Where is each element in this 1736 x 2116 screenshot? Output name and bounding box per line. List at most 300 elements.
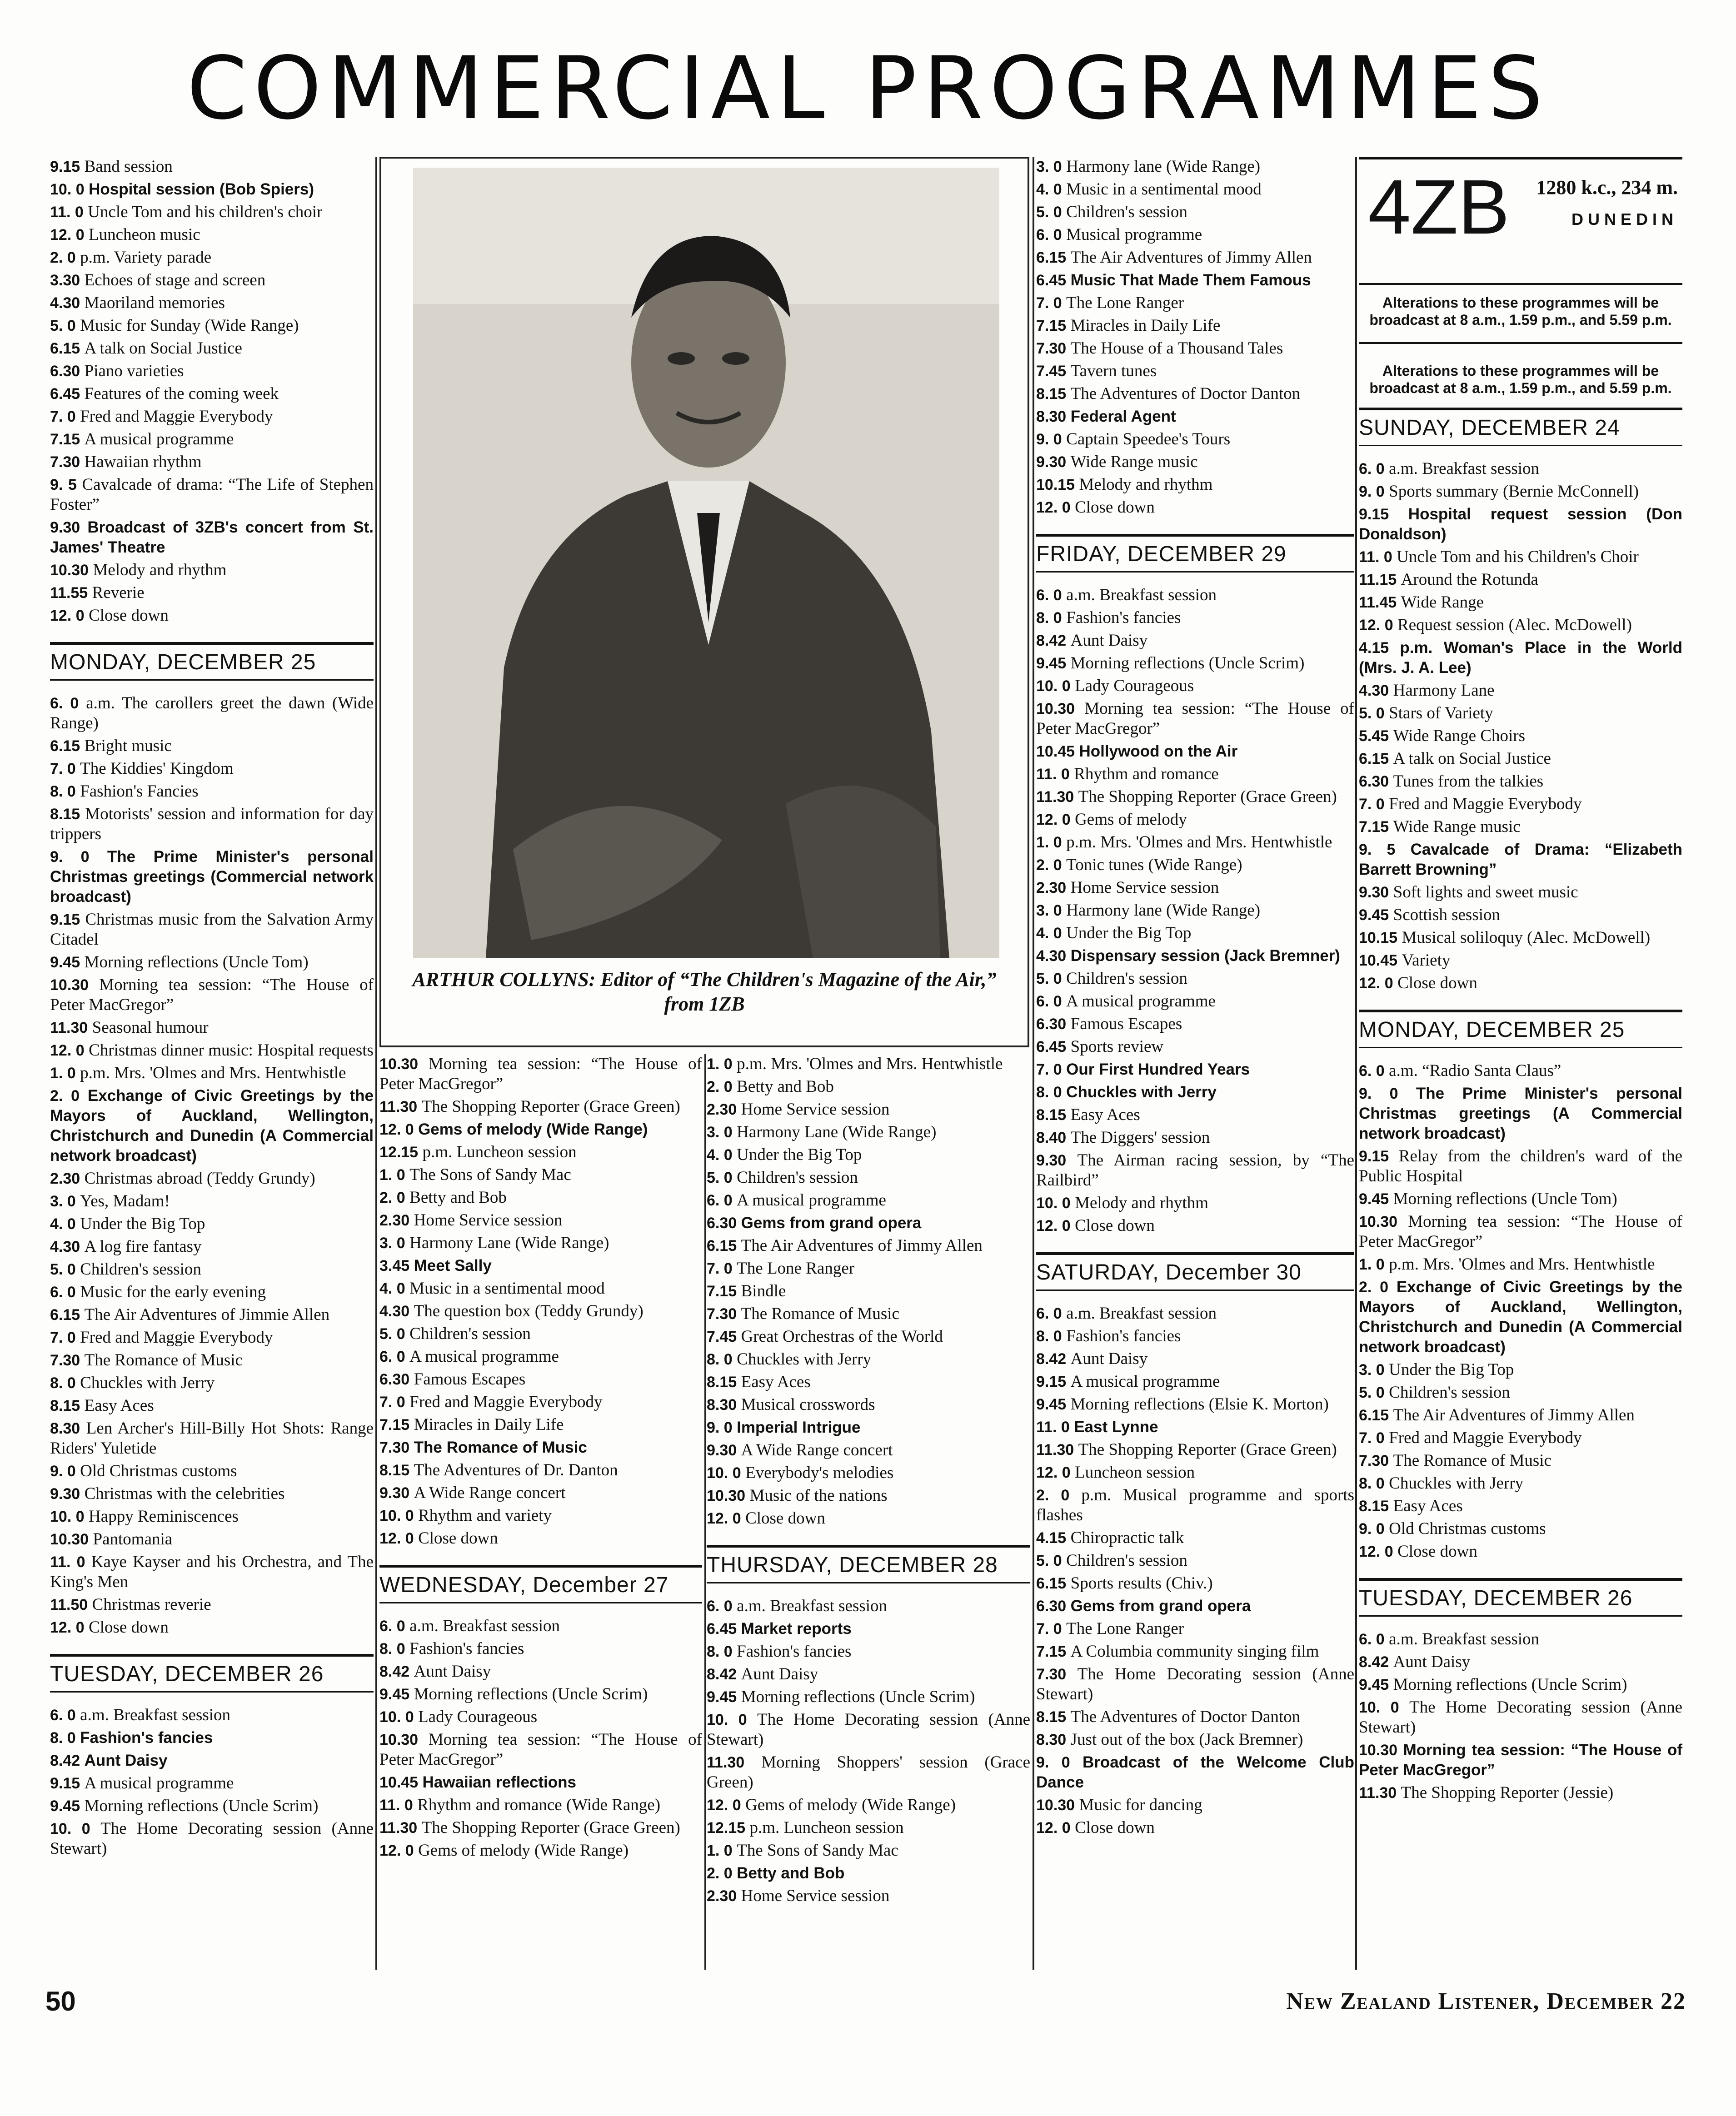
programme-item (1359, 547, 1682, 567)
programme-time: 3. 0 (1036, 158, 1067, 175)
programme-item (379, 1772, 702, 1792)
programme-title: p.m. Woman's Place in the World (Mrs. J. A. Lee) (1359, 639, 1682, 677)
programme-time: 4.30 (379, 1303, 414, 1320)
programme-item (1036, 1304, 1354, 1324)
day-heading: THURSDAY, DECEMBER 28 (707, 1545, 1030, 1583)
programme-time: 7.30 (50, 1352, 85, 1369)
programme-item (1036, 475, 1354, 495)
programme-time: 6. 0 (1036, 1305, 1067, 1322)
programme-title: Fashion's Fancies (80, 782, 199, 801)
programme-item (1036, 1642, 1354, 1662)
programme-time: 2.30 (379, 1212, 414, 1229)
programme-title: Fashion's fancies (737, 1642, 852, 1661)
programme-title: Aunt Daisy (1393, 1653, 1471, 1671)
programme-item (50, 179, 374, 199)
programme-item (50, 1751, 374, 1771)
programme-title: a.m. Breakfast session (409, 1617, 560, 1635)
programme-item (707, 1054, 1030, 1074)
programme-time: 11. 0 (1036, 766, 1074, 783)
programme-time: 2. 0 (1036, 1487, 1082, 1504)
programme-item (707, 1213, 1030, 1233)
programme-title: The Adventures of Dr. Danton (414, 1461, 618, 1479)
programme-item (1359, 973, 1682, 993)
programme-title: The Shopping Reporter (Grace Green) (1078, 787, 1337, 806)
programme-item (1036, 1037, 1354, 1057)
programme-title: The Shopping Reporter (Jessie) (1401, 1783, 1614, 1802)
programme-item (1359, 1277, 1682, 1357)
programme-item (50, 693, 374, 733)
programme-time: 7.15 (1359, 818, 1393, 836)
programme-time: 10.15 (1036, 476, 1079, 493)
programme-title: The Sons of Sandy Mac (409, 1165, 571, 1184)
programme-time: 9.30 (707, 1442, 741, 1459)
programme-item (50, 1086, 374, 1166)
column-3 (707, 1054, 1030, 1909)
programme-title: The Sons of Sandy Mac (737, 1841, 898, 1860)
programme-title: Morning reflections (Elsie K. Morton) (1070, 1395, 1329, 1414)
programme-time: 11.30 (379, 1819, 422, 1837)
programme-time: 7. 0 (50, 760, 80, 777)
page-title: COMMERCIAL PROGRAMMES (187, 38, 1549, 139)
programme-item (1036, 316, 1354, 336)
programme-title: Easy Aces (1070, 1105, 1140, 1124)
programme-time: 3. 0 (50, 1193, 80, 1210)
programme-title: The Home Decorating session (Anne Stewart) (1036, 1665, 1354, 1703)
day-heading: MONDAY, DECEMBER 25 (50, 642, 374, 681)
programme-item (379, 1347, 702, 1367)
programme-title: Musical programme (1066, 225, 1202, 244)
programme-time: 6.30 (1036, 1598, 1071, 1615)
programme-item (1359, 928, 1682, 948)
programme-item (50, 1773, 374, 1793)
column-rule (1033, 157, 1034, 1970)
programme-title: Morning tea session: “The House of Peter MacGregor” (379, 1055, 702, 1093)
programme-item (707, 1304, 1030, 1324)
programme-title: Music in a sentimental mood (409, 1279, 605, 1298)
programme-title: p.m. Mrs. 'Olmes and Mrs. Hentwhistle (80, 1064, 346, 1082)
programme-title: Betty and Bob (737, 1077, 834, 1096)
programme-item (1036, 1105, 1354, 1125)
programme-time: 9.45 (50, 1797, 85, 1815)
programme-title: The Prime Minister's personal Christmas greetings (Commercial network broadcast) (50, 848, 374, 906)
programme-time: 10.30 (1036, 700, 1085, 717)
programme-item (1359, 817, 1682, 837)
programme-title: Morning reflections (Uncle Scrim) (1393, 1675, 1627, 1694)
programme-title: Morning tea session: “The House of Peter MacGregor” (1036, 699, 1354, 738)
programme-time: 6. 0 (1036, 587, 1067, 604)
programme-title: Fred and Maggie Everybody (80, 1328, 273, 1347)
programme-title: Gems of melody (Wide Range) (418, 1120, 648, 1138)
programme-item (379, 1369, 702, 1389)
programme-item (379, 1415, 702, 1435)
programme-title: a.m. Breakfast session (80, 1706, 231, 1724)
programme-item (50, 975, 374, 1015)
programme-item (707, 1372, 1030, 1392)
programme-title: The Lone Ranger (1066, 294, 1184, 312)
programme-item (1036, 1082, 1354, 1102)
programme-time: 6.45 (50, 385, 85, 403)
programme-time: 12. 0 (1359, 1543, 1398, 1560)
programme-title: Wide Range (1401, 593, 1484, 612)
programme-title: Famous Escapes (414, 1370, 526, 1389)
programme-time: 7. 0 (1036, 1620, 1067, 1638)
programme-item (707, 1596, 1030, 1616)
programme-item (379, 1707, 702, 1727)
programme-title: The Romance of Music (414, 1439, 587, 1456)
programme-title: Home Service session (741, 1887, 890, 1905)
programme-item (1036, 878, 1354, 898)
programme-time: 11.30 (1036, 1441, 1078, 1459)
programme-time: 6. 0 (1359, 1062, 1389, 1080)
programme-item (1359, 1740, 1682, 1780)
programme-time: 11. 0 (50, 204, 88, 221)
programme-title: Morning reflections (Uncle Scrim) (1070, 654, 1305, 672)
programme-title: The Lone Ranger (737, 1259, 855, 1278)
programme-item (379, 1188, 702, 1208)
programme-title: Miracles in Daily Life (1070, 316, 1221, 335)
programme-time: 12. 0 (50, 1042, 89, 1059)
programme-item (50, 1396, 374, 1416)
programme-item (50, 583, 374, 603)
programme-time: 8. 0 (707, 1643, 737, 1660)
programme-item (379, 1639, 702, 1659)
programme-item (50, 1529, 374, 1549)
programme-time: 10.30 (50, 976, 100, 994)
programme-item (50, 1282, 374, 1302)
programme-item (707, 1818, 1030, 1838)
programme-time: 6.45 (1036, 272, 1071, 289)
programme-time: 10. 0 (379, 1708, 419, 1726)
programme-item (1036, 855, 1354, 875)
programme-title: Lady Courageous (418, 1708, 538, 1726)
programme-time: 6.45 (1036, 1038, 1071, 1056)
programme-time: 6. 0 (707, 1598, 737, 1615)
programme-time: 9.45 (1359, 1676, 1393, 1693)
programme-item (1359, 615, 1682, 635)
programme-time: 7.15 (1036, 1643, 1071, 1660)
programme-title: Christmas music from the Salvation Army Citadel (50, 910, 374, 949)
programme-title: The Air Adventures of Jimmy Allen (1393, 1406, 1635, 1424)
programme-item (1036, 452, 1354, 472)
programme-title: Morning Shoppers' session (Grace Green) (707, 1753, 1030, 1792)
programme-time: 6.15 (1036, 249, 1071, 266)
programme-item (379, 1795, 702, 1815)
programme-time: 9.15 (1359, 506, 1408, 523)
programme-title: A log fire fantasy (84, 1237, 202, 1256)
programme-time: 5. 0 (1036, 970, 1067, 987)
programme-item (50, 157, 374, 177)
programme-item (1036, 1664, 1354, 1704)
programme-item (707, 1795, 1030, 1815)
column-rule (1355, 157, 1357, 1970)
programme-item (1036, 248, 1354, 268)
programme-item (50, 1552, 374, 1592)
alterations-notice: Alterations to these programmes will be broadcast at 8 a.m., 1.59 p.m., and 5.59 p.m. (1359, 342, 1682, 406)
programme-item (1359, 1783, 1682, 1803)
programme-time: 5. 0 (50, 317, 80, 334)
programme-title: The Shopping Reporter (Grace Green) (421, 1818, 680, 1837)
programme-title: The Shopping Reporter (Grace Green) (421, 1097, 680, 1116)
programme-time: 2. 0 (50, 249, 80, 266)
programme-item (50, 1484, 374, 1504)
programme-time: 12. 0 (1359, 617, 1398, 634)
programme-time: 7. 0 (1036, 1061, 1067, 1078)
programme-item (379, 1528, 702, 1548)
programme-item (1036, 157, 1354, 177)
programme-item (1036, 339, 1354, 358)
programme-title: Gems of melody (1075, 810, 1187, 829)
programme-time: 12. 0 (1036, 1217, 1075, 1235)
programme-item (1359, 1255, 1682, 1275)
programme-title: p.m. Luncheon session (749, 1818, 904, 1837)
programme-title: Close down (1075, 1818, 1155, 1837)
programme-title: Melody and rhythm (93, 561, 227, 579)
programme-time: 10. 0 (50, 181, 89, 198)
programme-time: 10. 0 (379, 1507, 419, 1524)
programme-item (379, 1120, 702, 1140)
programme-title: Fashion's fancies (1066, 1327, 1181, 1345)
programme-time: 4. 0 (50, 1215, 80, 1233)
programme-title: p.m. Mrs. 'Olmes and Mrs. Hentwhistle (737, 1055, 1003, 1073)
programme-title: Broadcast of 3ZB's concert from St. James' Theatre (50, 518, 374, 556)
programme-item (379, 1165, 702, 1185)
programme-time: 7.30 (1036, 340, 1071, 357)
programme-title: A Columbia community singing film (1070, 1642, 1319, 1661)
programme-item (1036, 832, 1354, 852)
programme-item (1036, 225, 1354, 245)
programme-item (50, 452, 374, 472)
programme-time: 10.30 (50, 1531, 93, 1548)
programme-title: p.m. Mrs. 'Olmes and Mrs. Hentwhistle (1389, 1255, 1655, 1274)
programme-time: 9.45 (1036, 655, 1071, 672)
programme-title: The Kiddies' Kingdom (80, 759, 234, 778)
programme-time: 8.42 (1359, 1653, 1393, 1671)
programme-title: A musical programme (1066, 992, 1216, 1011)
programme-title: Maoriland memories (84, 294, 225, 312)
programme-title: Music That Made Them Famous (1070, 271, 1311, 289)
programme-item (379, 1460, 702, 1480)
programme-item (1359, 1451, 1682, 1471)
programme-title: Harmony Lane (Wide Range) (737, 1123, 937, 1141)
programme-title: Wide Range music (1393, 817, 1521, 836)
programme-item (707, 1440, 1030, 1460)
programme-time: 2. 0 (1359, 1279, 1397, 1296)
programme-item (379, 1210, 702, 1230)
photo-panel (379, 157, 1029, 1047)
programme-title: Morning tea session: “The House of Peter MacGregor” (50, 976, 374, 1014)
programme-time: 6.30 (1359, 773, 1393, 790)
programme-item (50, 1018, 374, 1038)
programme-time: 9.30 (50, 1485, 85, 1503)
programme-item (707, 1619, 1030, 1639)
programme-title: Fred and Maggie Everybody (409, 1393, 603, 1411)
programme-time: 7. 0 (1359, 796, 1389, 813)
programme-item (50, 475, 374, 515)
programme-title: Morning reflections (Uncle Scrim) (84, 1797, 319, 1815)
programme-time: 9.45 (707, 1688, 741, 1706)
programme-time: 8.15 (50, 806, 85, 823)
programme-time: 8.42 (1036, 1350, 1071, 1368)
programme-title: Aunt Daisy (1070, 631, 1148, 650)
programme-time: 12. 0 (50, 1619, 89, 1636)
programme-title: Morning reflections (Uncle Tom) (84, 953, 309, 971)
programme-title: The Home Decorating session (Anne Stewart) (1359, 1698, 1682, 1737)
programme-item (50, 1796, 374, 1816)
programme-time: 9. 0 (1359, 1085, 1416, 1102)
programme-time: 3.45 (379, 1257, 414, 1275)
programme-title: Sports summary (Bernie McConnell) (1389, 482, 1639, 501)
programme-item (1359, 504, 1682, 544)
programme-item (1036, 1326, 1354, 1346)
programme-title: Chuckles with Jerry (1389, 1474, 1524, 1493)
programme-title: Luncheon session (1075, 1463, 1195, 1482)
programme-title: Market reports (741, 1620, 852, 1638)
programme-time: 7.30 (50, 453, 85, 471)
programme-time: 6. 0 (379, 1348, 410, 1365)
programme-time: 5.45 (1359, 727, 1393, 745)
programme-title: Music for dancing (1079, 1796, 1202, 1814)
programme-item (379, 1684, 702, 1704)
programme-time: 8.42 (1036, 632, 1071, 649)
programme-title: Dispensary session (Jack Bremner) (1070, 947, 1340, 965)
programme-title: Children's session (1066, 203, 1187, 221)
programme-item (707, 1710, 1030, 1750)
programme-time: 11.45 (1359, 594, 1401, 611)
programme-title: The Lone Ranger (1066, 1619, 1184, 1638)
programme-item (1359, 951, 1682, 971)
programme-time: 6.15 (707, 1237, 741, 1255)
programme-item (379, 1324, 702, 1344)
programme-title: Christmas dinner music: Hospital requests (89, 1041, 374, 1060)
programme-item (50, 248, 374, 268)
programme-item (1359, 1428, 1682, 1448)
programme-time: 8. 0 (1359, 1475, 1389, 1492)
programme-time: 1. 0 (1359, 1256, 1389, 1273)
programme-title: Under the Big Top (80, 1215, 205, 1233)
programme-title: Aunt Daisy (84, 1752, 168, 1769)
programme-title: A musical programme (1070, 1372, 1220, 1391)
programme-title: Close down (418, 1529, 498, 1548)
programme-title: Cavalcade of drama: “The Life of Stephen Foster” (50, 475, 374, 514)
programme-time: 8.42 (379, 1663, 414, 1680)
programme-item (379, 1730, 702, 1770)
programme-item (1036, 676, 1354, 696)
programme-time: 4.30 (50, 294, 85, 312)
programme-title: Morning reflections (Uncle Scrim) (414, 1685, 648, 1703)
programme-item (50, 560, 374, 580)
programme-item (1359, 1519, 1682, 1539)
station-header (1359, 157, 1682, 285)
programme-item (50, 1461, 374, 1481)
programme-time: 9. 0 (707, 1419, 737, 1436)
programme-time: 6.15 (50, 737, 85, 755)
programme-item (1036, 699, 1354, 739)
programme-title: Echoes of stage and screen (84, 271, 266, 289)
programme-item (1036, 1528, 1354, 1548)
programme-item (1359, 840, 1682, 880)
programme-item (1359, 1698, 1682, 1738)
programme-title: Hawaiian reflections (422, 1773, 576, 1791)
programme-title: Everybody's melodies (745, 1464, 894, 1482)
programme-title: The Diggers' session (1070, 1128, 1210, 1147)
programme-item (1359, 749, 1682, 769)
programme-time: 6. 0 (1359, 1631, 1389, 1648)
programme-time: 1. 0 (379, 1166, 410, 1184)
day-heading: MONDAY, DECEMBER 25 (1359, 1010, 1682, 1048)
programme-title: Reverie (92, 583, 145, 602)
programme-time: 9.15 (50, 158, 85, 175)
programme-title: Music for the early evening (80, 1283, 266, 1301)
programme-title: The Prime Minister's personal Christmas greetings (A Commercial network broadcast) (1359, 1085, 1682, 1142)
programme-item (1036, 764, 1354, 784)
programme-time: 9.30 (379, 1484, 414, 1502)
programme-title: Features of the coming week (84, 384, 279, 403)
station-call-sign: 4ZB (1368, 164, 1510, 250)
programme-title: a.m. Breakfast session (1389, 1630, 1540, 1648)
programme-item (1359, 1675, 1682, 1695)
programme-item (1036, 1394, 1354, 1414)
programme-item (50, 1419, 374, 1459)
day-heading: SATURDAY, December 30 (1036, 1252, 1354, 1291)
programme-title: Tonic tunes (Wide Range) (1066, 856, 1242, 874)
programme-title: Under the Big Top (737, 1145, 862, 1164)
programme-time: 6.45 (707, 1620, 741, 1638)
programme-title: Close down (745, 1509, 825, 1528)
programme-item (50, 1618, 374, 1638)
programme-item (1036, 1619, 1354, 1639)
programme-item (1036, 991, 1354, 1011)
programme-time: 12. 0 (50, 607, 89, 624)
programme-item (379, 1142, 702, 1162)
programme-title: Fred and Maggie Everybody (1389, 1429, 1582, 1447)
programme-time: 4.15 (1036, 1529, 1071, 1547)
programme-item (1036, 407, 1354, 427)
programme-item (1036, 1463, 1354, 1483)
programme-time: 2. 0 (50, 1087, 88, 1105)
programme-time: 6. 0 (1036, 226, 1067, 244)
programme-time: 7.15 (1036, 317, 1071, 334)
programme-item (1036, 1596, 1354, 1616)
programme-time: 11.30 (50, 1019, 92, 1036)
programme-item (1036, 1440, 1354, 1460)
programme-item (1036, 787, 1354, 807)
programme-title: The Home Decorating session (Anne Stewart) (50, 1819, 374, 1858)
programme-title: Bright music (84, 737, 172, 755)
programme-time: 12. 0 (50, 226, 89, 244)
programme-time: 7. 0 (707, 1260, 737, 1277)
programme-time: 9.15 (50, 911, 85, 928)
programme-item (707, 1863, 1030, 1883)
programme-title: Luncheon music (89, 225, 200, 244)
programme-title: Close down (1075, 1216, 1155, 1235)
programme-time: 7.30 (1036, 1666, 1078, 1683)
programme-time: 11.30 (1036, 788, 1078, 806)
programme-title: Hospital request session (Don Donaldson) (1359, 505, 1682, 543)
programme-time: 3. 0 (707, 1124, 737, 1141)
programme-item (707, 1664, 1030, 1684)
programme-item (1359, 1084, 1682, 1144)
programme-item (707, 1122, 1030, 1142)
programme-title: Miracles in Daily Life (414, 1415, 564, 1434)
programme-title: Close down (1397, 1542, 1477, 1561)
programme-item (707, 1190, 1030, 1210)
programme-title: Fashion's fancies (80, 1729, 213, 1747)
programme-title: Close down (1075, 498, 1155, 517)
day-heading: TUESDAY, DECEMBER 26 (50, 1654, 374, 1693)
programme-item (707, 1236, 1030, 1256)
programme-time: 9. 5 (1359, 841, 1411, 858)
programme-title: Soft lights and sweet music (1393, 883, 1578, 901)
